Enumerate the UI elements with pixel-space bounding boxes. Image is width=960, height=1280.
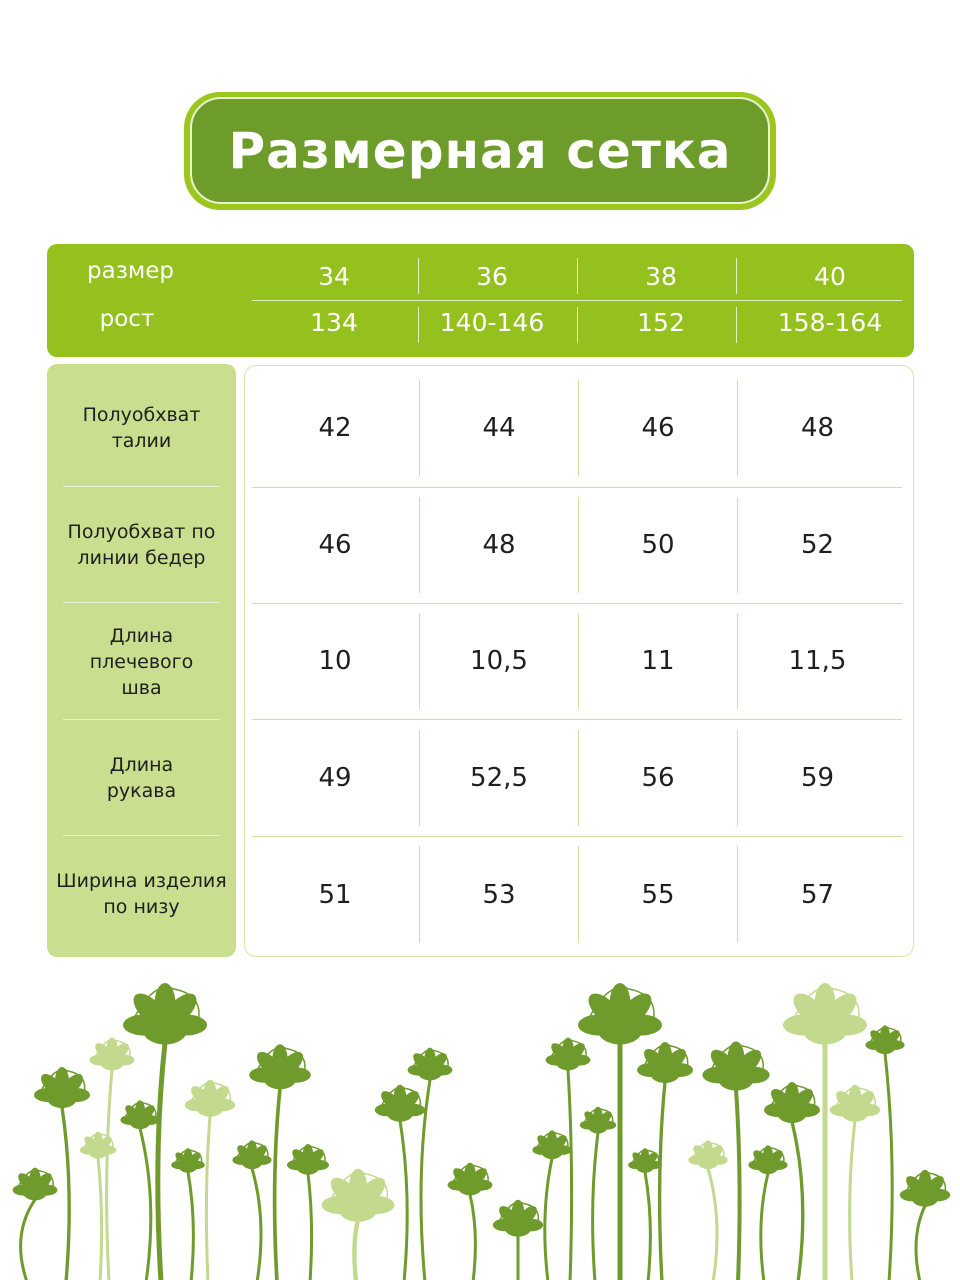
- flower-icon: [764, 1082, 820, 1280]
- flower-icon: [80, 1132, 116, 1280]
- flower-icon: [448, 1163, 493, 1280]
- header-col-divider: [418, 258, 419, 294]
- measurement-values-panel: [244, 365, 914, 957]
- header-col-divider: [736, 307, 737, 343]
- table-cell: 59: [800, 763, 835, 793]
- flower-icon: [532, 1130, 571, 1280]
- table-cell: 50: [641, 530, 675, 560]
- height-value: 158-164: [777, 308, 883, 337]
- flower-icon: [688, 1140, 727, 1280]
- height-value: 134: [310, 308, 358, 337]
- height-value: 152: [637, 308, 685, 337]
- table-cell: 55: [641, 879, 675, 910]
- measurement-labels-panel: [47, 364, 236, 957]
- flower-icon: [90, 1038, 135, 1280]
- label-divider: [63, 719, 220, 720]
- flower-icon: [580, 1107, 616, 1280]
- size-value: 38: [645, 262, 677, 291]
- size-value: 36: [476, 262, 508, 291]
- label-divider: [63, 486, 220, 487]
- header-col-divider: [736, 258, 737, 294]
- measurement-label: Ширина изделия по низу: [56, 870, 227, 918]
- table-cell: 52,5: [470, 763, 528, 793]
- label-divider: [63, 835, 220, 836]
- height-value: 140-146: [439, 308, 545, 337]
- size-label: размер: [87, 258, 175, 284]
- header-col-divider: [418, 307, 419, 343]
- size-header: [47, 244, 914, 357]
- flower-icon: [120, 1100, 159, 1280]
- flower-icon: [900, 1170, 950, 1280]
- flower-icon: [628, 1148, 662, 1280]
- table-cell: 48: [800, 413, 835, 443]
- table-cell: 48: [482, 530, 516, 560]
- flower-icon: [13, 1168, 58, 1280]
- height-label: рост: [99, 306, 155, 332]
- flower-icon: [830, 1085, 880, 1280]
- flower-icon: [865, 1025, 904, 1280]
- row-divider: [252, 719, 902, 720]
- row-divider: [252, 603, 902, 604]
- measurement-label: Длина рукава: [106, 754, 177, 802]
- measurement-label: Длина плечевого шва: [89, 625, 194, 699]
- table-cell: 52: [800, 530, 835, 560]
- flower-icon: [287, 1144, 329, 1280]
- size-value: 40: [814, 262, 846, 291]
- table-cell: 46: [641, 413, 675, 443]
- table-cell: 57: [800, 879, 835, 910]
- header-divider: [252, 300, 902, 301]
- table-cell: 11,5: [788, 646, 847, 676]
- header-col-divider: [577, 307, 578, 343]
- title-banner: [184, 92, 776, 210]
- table-cell: 56: [641, 763, 675, 793]
- table-cell: 11: [641, 646, 675, 676]
- flower-icon: [34, 1067, 90, 1280]
- size-value: 34: [318, 262, 350, 291]
- table-cell: 10,5: [470, 646, 528, 676]
- flowers-decoration: [0, 980, 960, 1280]
- table-cell: 10: [318, 646, 352, 676]
- header-col-divider: [577, 258, 578, 294]
- table-cell: 42: [318, 413, 352, 443]
- table-cell: 44: [482, 413, 516, 443]
- row-divider: [252, 487, 902, 488]
- table-cell: 51: [318, 879, 352, 910]
- table-cell: 49: [318, 763, 352, 793]
- flower-icon: [171, 1148, 205, 1280]
- table-cell: 53: [482, 879, 516, 910]
- flower-icon: [748, 1145, 787, 1280]
- measurement-label: Полуобхват по линии бедер: [67, 521, 216, 569]
- flower-icon: [408, 1048, 453, 1280]
- row-divider: [252, 836, 902, 837]
- page-title: Размерная сетка: [228, 121, 732, 180]
- measurement-label: Полуобхват талии: [82, 404, 201, 452]
- table-cell: 46: [318, 530, 352, 560]
- label-divider: [63, 602, 220, 603]
- flower-icon: [232, 1140, 271, 1280]
- title-banner-inner: [190, 97, 770, 204]
- flower-icon: [493, 1200, 543, 1280]
- flower-icon: [322, 1169, 395, 1280]
